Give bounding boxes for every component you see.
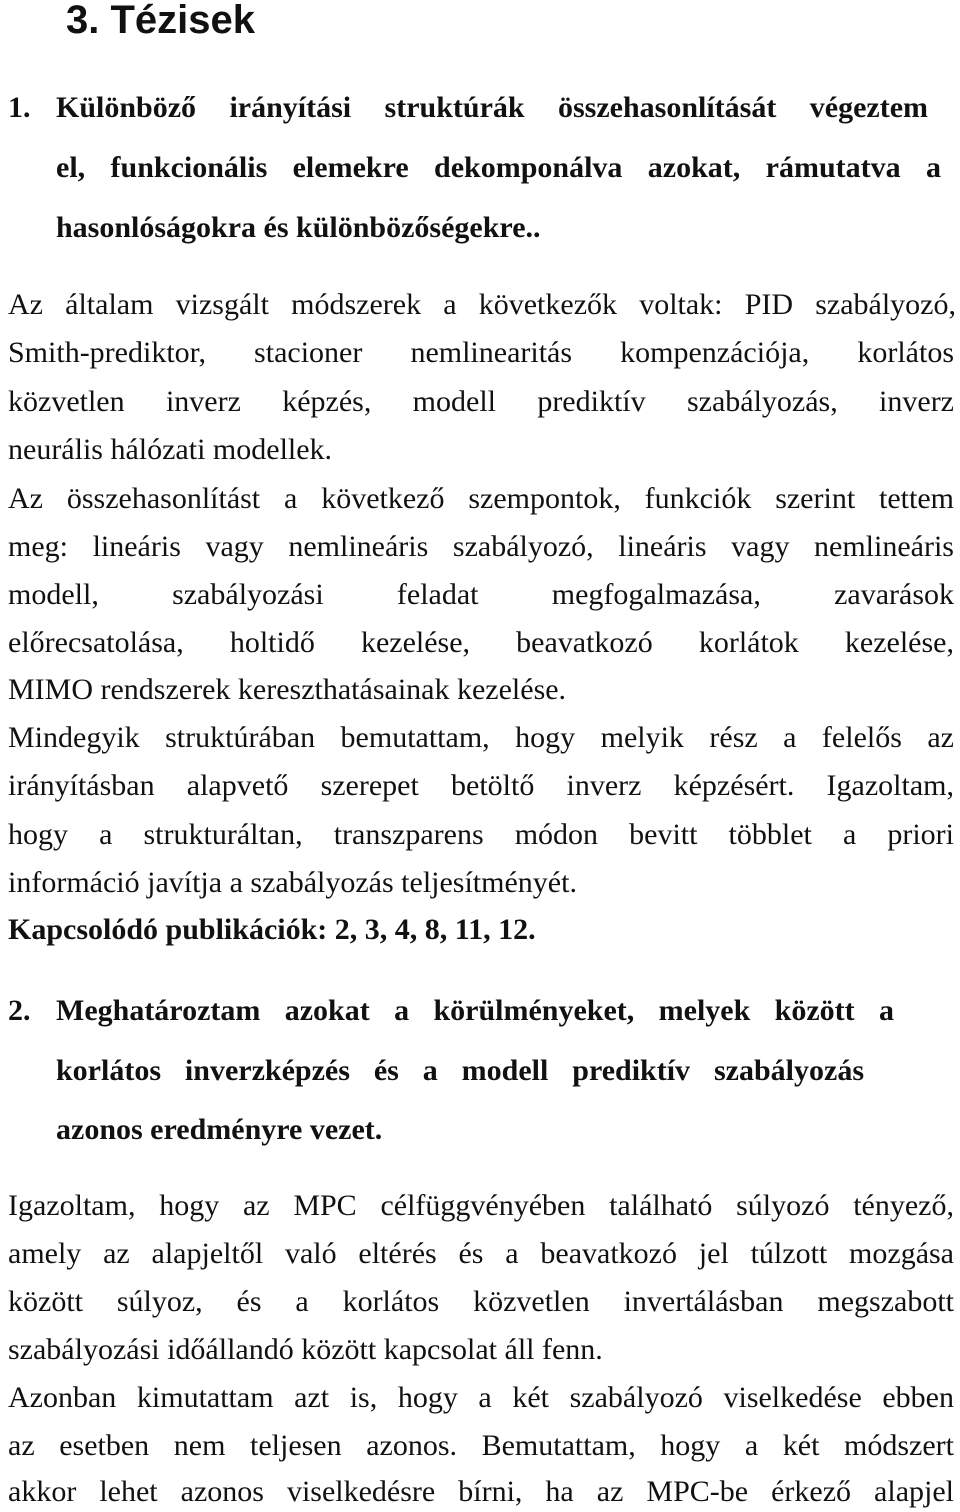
thesis-1-body-line: modell, szabályozási feladat megfogalmazása, zavarások <box>8 578 954 611</box>
thesis-1-heading-line: el, funkcionális elemekre dekomponálva azokat, rámutatva a <box>56 151 941 184</box>
thesis-2-heading-line: korlátos inverzképzés és a modell prediktív szabályozás <box>56 1054 864 1087</box>
thesis-1-body-line: Mindegyik struktúrában bemutattam, hogy melyik rész a felelős az <box>8 721 954 754</box>
thesis-2-body-line: akkor lehet azonos viselkedésre bírni, ha az MPC-be érkező alapjel <box>8 1475 954 1508</box>
thesis-2-body-line: szabályozási időállandó között kapcsolat áll fenn. <box>8 1333 603 1366</box>
thesis-1-body-line: MIMO rendszerek kereszthatásainak kezelése. <box>8 673 567 706</box>
thesis-1-body-line: hogy a strukturáltan, transzparens módon bevitt többlet a priori <box>8 818 954 851</box>
thesis-1-body-line: Az általam vizsgált módszerek a következők voltak: PID szabályozó, <box>8 288 956 321</box>
section-title: 3. Tézisek <box>66 0 256 42</box>
thesis-1-body-line: neurális hálózati modellek. <box>8 433 333 466</box>
thesis-2-number: 2. <box>8 994 31 1027</box>
thesis-2-body-line: között súlyoz, és a korlátos közvetlen invertálásban megszabott <box>8 1285 954 1318</box>
thesis-2-body-line: az esetben nem teljesen azonos. Bemutattam, hogy a két módszert <box>8 1429 954 1462</box>
thesis-1-number: 1. <box>8 91 31 124</box>
thesis-1-body-line: Smith-prediktor, stacioner nemlinearitás kompenzációja, korlátos <box>8 336 954 369</box>
thesis-2-body-line: Igazoltam, hogy az MPC célfüggvényében található súlyozó tényező, <box>8 1189 954 1222</box>
thesis-2-heading-line: Meghatároztam azokat a körülményeket, melyek között a <box>56 994 894 1027</box>
thesis-1-heading-line: hasonlóságokra és különbözőségekre.. <box>56 211 541 244</box>
thesis-2-body-line: Azonban kimutattam azt is, hogy a két szabályozó viselkedése ebben <box>8 1381 954 1414</box>
thesis-1-heading-line: Különböző irányítási struktúrák összehasonlítását végeztem <box>56 91 928 124</box>
thesis-1-body-line: előrecsatolása, holtidő kezelése, beavatkozó korlátok kezelése, <box>8 626 954 659</box>
thesis-1-body-line: Az összehasonlítást a következő szempontok, funkciók szerint tettem <box>8 482 954 515</box>
thesis-1-body-line: irányításban alapvető szerepet betöltő inverz képzésért. Igazoltam, <box>8 769 954 802</box>
thesis-1-body-line: meg: lineáris vagy nemlineáris szabályozó, lineáris vagy nemlineáris <box>8 530 954 563</box>
thesis-1-body-line: közvetlen inverz képzés, modell prediktív szabályozás, inverz <box>8 385 954 418</box>
thesis-2-body-line: amely az alapjeltől való eltérés és a beavatkozó jel túlzott mozgása <box>8 1237 954 1270</box>
thesis-1-publications: Kapcsolódó publikációk: 2, 3, 4, 8, 11, 12. <box>8 913 536 946</box>
thesis-2-heading-line: azonos eredményre vezet. <box>56 1113 383 1146</box>
thesis-1-body-line: információ javítja a szabályozás teljesítményét. <box>8 866 577 899</box>
